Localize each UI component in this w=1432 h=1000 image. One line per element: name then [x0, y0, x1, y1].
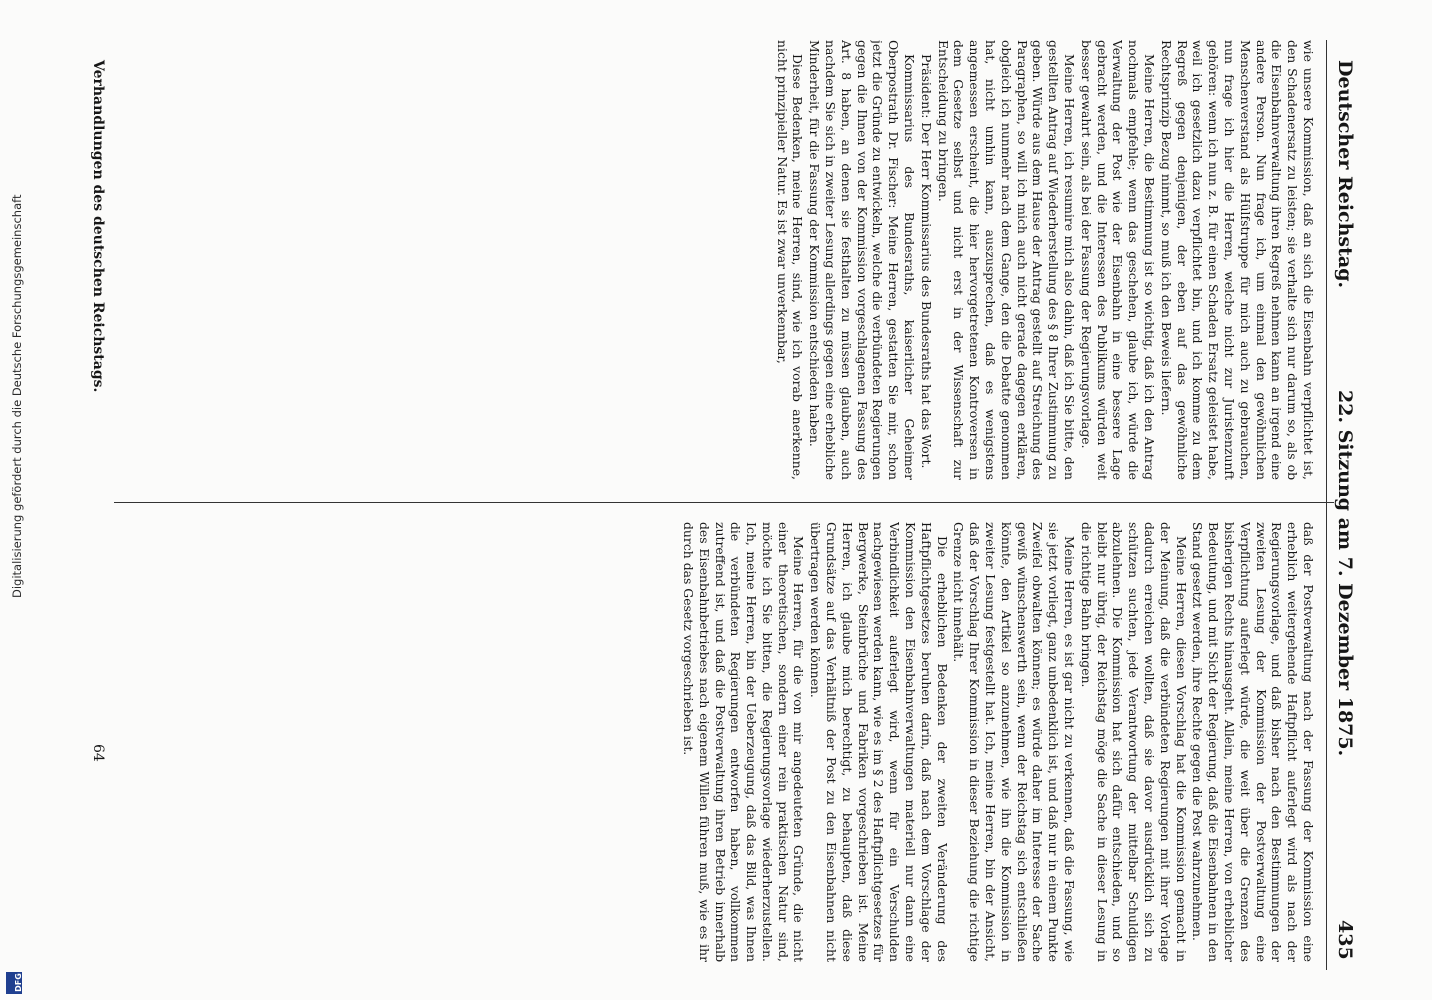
paragraph: Kommissarius des Bundesraths, kaiserlicher Geheimer Oberpostrath Dr. Fischer: Meine Herren, gestatten Sie mir, schon jetzt die Gründe zu entwickeln, welche die verbündeten Regierungen gegen die Ihnen von der Kommission vorgeschlagenen Fassung des Art. 8 haben, an denen sie festhalten zu müssen glauben, auch nachdem Sie sich in zweiter Lesung allerdings gegen eine erhebliche Minderheit, für die Fassung der Kommission entschieden haben.: [807, 40, 918, 480]
footer-page-number: 64: [90, 744, 106, 762]
paragraph: Meine Herren, die Bestimmung ist so wichtig, daß ich den Antrag nochmals empfehle; wenn das geschehen, glaube ich, würde die Verwaltung der Post wie der Eisenbahn in eine bessere Lage gebracht werden, und die Interessen des Publikums würden weit besser gewahrt sein, als bei der Fassung der Regierungsvorlage.: [1078, 40, 1158, 480]
paragraph: Die erheblichen Bedenken der zweiten Veränderung des Haftpflichtgesetzes beruhen darin, daß nach dem Vorschlage der Kommission den Eisenbahnverwaltungen materiell nur dann eine Verbindlichkeit auferlegt wird, wenn für ein Verschulden nachgewiesen werden kann, wie es im § 2 des Haftpflichtgesetzes für Bergwerke, Steinbrüche und Fabriken vorgeschrieben ist. Meine Herren, ich glaube mich berechtigt, zu behaupten, daß diese Grundsätze auf das Verhältniß der Post zu den Eisenbahnen nicht übertragen werden können.: [808, 522, 950, 962]
paragraph: Meine Herren, ich resumire mich also dahin, daß ich Sie bitte, den gestellten Antrag auf Wiederherstellung des § 8 Ihrer Zustimmung zu geben. Würde aus dem Hause der Antrag gestellt auf Streichung des Paragraphen, so will ich mich auch nicht gerade dagegen erklären, obgleich ich nunmehr nach dem Gange, den die Debatte genommen hat, nicht umhin kann, auszusprechen, daß es wenigstens angemessen erscheint, die hier hervorgetretenen Kontroversen in dem Gesetze selbst und nicht erst in der Wissenschaft zur Entscheidung zu bringen.: [935, 40, 1078, 480]
text-column-right: [116, 522, 1316, 962]
rotated-document-page: [74, 0, 1394, 1000]
header-rule: [1326, 40, 1327, 970]
logo-text: DFG: [13, 973, 23, 992]
paragraph: Meine Herren, für die von mir angedeuteten Gründe, die nicht einer theoretischen, sondern einer rein praktischen Natur sind, möchte ich Sie bitten, die Regierungsvorlage wiederherzustellen. Ich, meine Herren, bin der Ueberzeugung, daß das Bild, was Ihnen die verbündeten Regierungen entworfen haben, vollkommen zutreffend ist, und daß die Postverwaltung ihren Betrieb innerhalb des Eisenbahnbetriebes nach eigenem Willen führen muß, wie es ihr durch das Gesetz vorgeschrieben ist.: [680, 522, 807, 962]
watermark-text: Digitalisierung gefördert durch die Deutsche Forschungsgemeinschaft: [10, 194, 24, 598]
paragraph: daß der Postverwaltung nach der Fassung der Kommission eine erheblich weitergehende Haftpflicht auferlegt wird als nach der Regierungsvorlage, und daß bisher nach den Bestimmungen der zweiten Lesung der Kommission der Postverwaltung eine Verpflichtung auferlegt würde, die weit über die Grenzen des bisherigen Rechts hinausgeht. Allein, meine Herren, von erheblicher Bedeutung, und mit Sicht der Regierung, daß die Eisenbahnen in den Stand gesetzt werden, ihre Rechte gegen die Post wahrzunehmen.: [1190, 522, 1316, 962]
paragraph: Präsident: Der Herr Kommissarius des Bundesraths hat das Wort.: [918, 54, 934, 469]
paragraph: Meine Herren, es ist gar nicht zu verkennen, daß die Fassung, wie sie jetzt vorliegt, ganz unbedenklich ist, und daß nur in einem Punkte Zweifel obwalten können; es würde daher im Interesse der Sache gewiß wünschenswerth sein, wenn der Reichstag sich entschließen könnte, den Artikel so anzunehmen, wie ihn die Kommission in zweiter Lesung festgestellt hat. Ich, meine Herren, bin der Ansicht, daß der Vorschlag Ihrer Kommission in dieser Beziehung die richtige Grenze nicht innehält.: [951, 522, 1078, 962]
text-column-left: [116, 40, 1316, 480]
column-divider: [114, 502, 1334, 503]
paragraph: Meine Herren, diesen Vorschlag hat die Kommission gemacht in der Meinung, daß die verbündeten Regierungen mit ihrer Vorlage dadurch erreichen wollten, daß sie davor ausdrücklich sich zu schützen suchten, jede Verantwortung der mittelbar Schuldigen abzulehnen. Die Kommission hat sich dafür entschieden, und so bleibt nur übrig, der Reichstag möge die Sache in dieser Lesung in die richtige Bahn bringen.: [1078, 522, 1189, 962]
header-title: Deutscher Reichstag.: [1334, 60, 1356, 289]
running-header: [1326, 0, 1356, 1000]
paragraph: wie unsere Kommission, daß an sich die Eisenbahn verpflichtet ist, den Schadenersatz zu leisten; sie verhalte sich nur darum so, als ob die Eisenbahnverwaltung ihren Regreß nehmen kann an irgend eine andere Person. Nun frage ich, um einmal den gewöhnlichen Menschenverstand als Hülfstruppe für mich auch zu gebrauchen, nun frage ich hier die Herren, welche nicht zur Juristenzunft gehören: wenn ich nun z. B. für einen Schaden Ersatz geleistet habe, weil ich gesetzlich dazu verpflichtet bin, und ich komme zu dem Regreß gegen denjenigen, der eben auf das gewöhnliche Rechtsprinzip Bezug nimmt, so muß ich den Beweis liefern.: [1158, 40, 1316, 480]
footer-title: Verhandlungen des deutschen Reichstags.: [90, 60, 106, 393]
header-session: 22. Sitzung am 7. Dezember 1875.: [1334, 390, 1356, 757]
paragraph: Diese Bedenken, meine Herren, sind, wie ich vorab anerkenne, nicht prinzipieller Natur. Es ist zwar unverkennbar,: [774, 40, 806, 480]
dfg-logo-icon: [6, 972, 22, 994]
header-page-number: 435: [1334, 920, 1356, 960]
